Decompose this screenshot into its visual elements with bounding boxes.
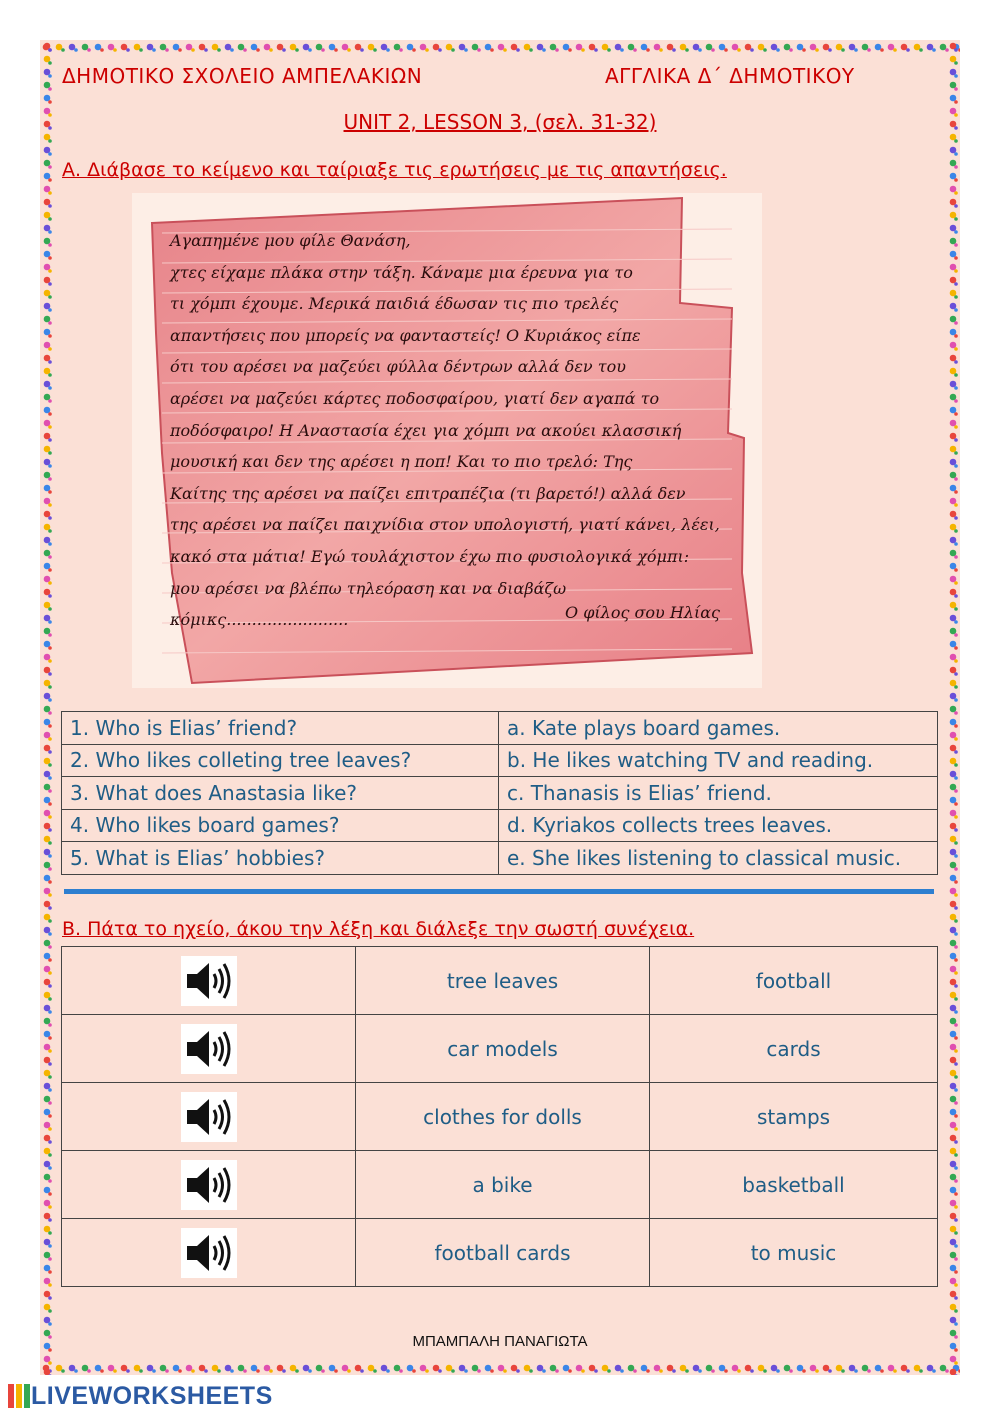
speaker-cell [62, 1151, 356, 1219]
answer-cell[interactable]: e. She likes listening to classical music. [499, 842, 938, 875]
option-1-cell[interactable]: clothes for dolls [356, 1083, 650, 1151]
letter-line: μουσική και δεν της αρέσει η ποπ! Και το πιο τρελό: Της [170, 452, 633, 472]
speaker-cell [62, 1219, 356, 1287]
section-divider [64, 889, 934, 894]
section-a-instruction: Α. Διάβασε το κείμενο και ταίριαξε τις ερωτήσεις με τις απαντήσεις. [62, 159, 727, 181]
option-1-cell[interactable]: tree leaves [356, 947, 650, 1015]
speaker-cell [62, 1083, 356, 1151]
letter-line: κόμικς........................ [170, 610, 349, 630]
speaker-icon[interactable] [181, 1160, 237, 1210]
option-1-cell[interactable]: car models [356, 1015, 650, 1083]
letter-line: ποδόσφαιρο! Η Αναστασία έχει για χόμπι να ακούει κλασσική [170, 420, 682, 440]
speaker-icon[interactable] [181, 1228, 237, 1278]
matching-row [62, 744, 938, 777]
listening-row [62, 1015, 938, 1083]
school-name: ΔΗΜΟΤΙΚΟ ΣΧΟΛΕΙΟ ΑΜΠΕΛΑΚΙΩΝ [62, 64, 423, 88]
answer-cell[interactable]: d. Kyriakos collects trees leaves. [499, 809, 938, 842]
author-name: ΜΠΑΜΠΑΛΗ ΠΑΝΑΓΙΩΤΑ [412, 1333, 588, 1350]
option-2-cell[interactable]: stamps [650, 1083, 938, 1151]
listening-row [62, 947, 938, 1015]
matching-row [62, 842, 938, 875]
option-2-cell[interactable]: cards [650, 1015, 938, 1083]
question-cell[interactable]: 3. What does Anastasia like? [62, 777, 499, 810]
handwritten-letter-image [132, 193, 762, 688]
matching-row [62, 712, 938, 745]
letter-line: κακό στα μάτια! Εγώ τουλάχιστον έχω πιο φυσιολογικά χόμπι: [170, 546, 690, 566]
option-1-cell[interactable]: a bike [356, 1151, 650, 1219]
liveworksheets-logo-text[interactable]: LIVEWORKSHEETS [31, 1382, 273, 1410]
section-b-instruction: Β. Πάτα το ηχείο, άκου την λέξη και διάλεξε την σωστή συνέχεια. [62, 918, 695, 940]
option-2-cell[interactable]: to music [650, 1219, 938, 1287]
speaker-cell [62, 947, 356, 1015]
listening-table [61, 946, 938, 1287]
letter-line: της αρέσει να παίζει παιχνίδια στον υπολογιστή, γιατί κάνει, λέει, [170, 515, 720, 535]
matching-table [61, 711, 938, 875]
letter-signature: Ο φίλος σου Ηλίας [565, 603, 720, 622]
letter-line: απαντήσεις που μπορείς να φανταστείς! Ο Κυριάκος είπε [170, 325, 641, 345]
letter-line: χτες είχαμε πλάκα στην τάξη. Κάναμε μια έρευνα για το [170, 262, 633, 282]
question-cell[interactable]: 5. What is Elias’ hobbies? [62, 842, 499, 875]
subject-title: ΑΓΓΛΙΚΑ Δ΄ ΔΗΜΟΤΙΚΟΥ [605, 64, 855, 88]
question-cell[interactable]: 2. Who likes colleting tree leaves? [62, 744, 499, 777]
answer-cell[interactable]: a. Kate plays board games. [499, 712, 938, 745]
letter-line: Καίτης της αρέσει να παίζει επιτραπέζια (τι βαρετό!) αλλά δεν [170, 483, 686, 503]
speaker-icon[interactable] [181, 1092, 237, 1142]
matching-row [62, 809, 938, 842]
letter-line: Αγαπημένε μου φίλε Θανάση, [170, 231, 411, 250]
listening-row [62, 1219, 938, 1287]
letter-line: ότι του αρέσει να μαζεύει φύλλα δέντρων αλλά δεν του [170, 357, 626, 377]
speaker-icon[interactable] [181, 1024, 237, 1074]
unit-title: UNIT 2, LESSON 3, (σελ. 31-32) [343, 110, 657, 134]
letter-text [170, 225, 730, 636]
option-2-cell[interactable]: football [650, 947, 938, 1015]
speaker-cell [62, 1015, 356, 1083]
question-cell[interactable]: 4. Who likes board games? [62, 809, 499, 842]
listening-row [62, 1151, 938, 1219]
answer-cell[interactable]: c. Thanasis is Elias’ friend. [499, 777, 938, 810]
matching-row [62, 777, 938, 810]
letter-line: μου αρέσει να βλέπω τηλεόραση και να διαβάζω [170, 578, 567, 598]
question-cell[interactable]: 1. Who is Elias’ friend? [62, 712, 499, 745]
liveworksheets-logo-icon [8, 1384, 30, 1408]
answer-cell[interactable]: b. He likes watching TV and reading. [499, 744, 938, 777]
option-2-cell[interactable]: basketball [650, 1151, 938, 1219]
listening-row [62, 1083, 938, 1151]
option-1-cell[interactable]: football cards [356, 1219, 650, 1287]
speaker-icon[interactable] [181, 956, 237, 1006]
letter-line: αρέσει να μαζεύει κάρτες ποδοσφαίρου, γιατί δεν αγαπά το [170, 388, 660, 408]
letter-line: τι χόμπι έχουμε. Μερικά παιδιά έδωσαν τις πιο τρελές [170, 294, 619, 314]
